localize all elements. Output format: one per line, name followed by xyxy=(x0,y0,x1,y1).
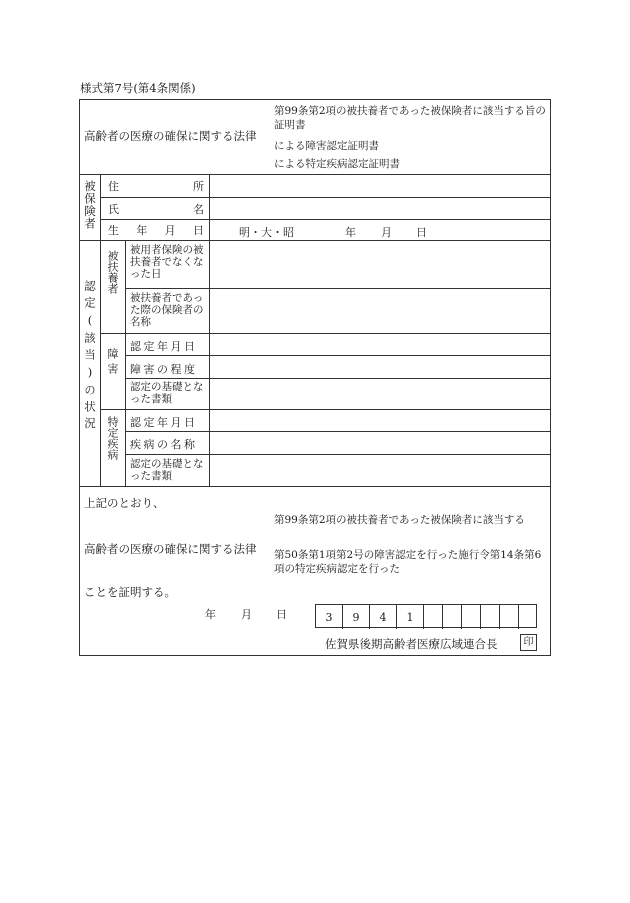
dependent-insurer-label: 被扶養者であった際の保険者の名称 xyxy=(130,292,204,328)
number-digit xyxy=(481,605,500,629)
issue-day-unit: 日 xyxy=(276,608,287,621)
disease-label: 特定疾病 xyxy=(106,416,119,460)
disease-name-label: 疾病の名称 xyxy=(130,438,198,451)
number-digit xyxy=(443,605,462,629)
issue-year-unit: 年 xyxy=(205,608,216,621)
number-digit: 1 xyxy=(397,605,424,629)
number-digit: 9 xyxy=(343,605,370,629)
number-digit: 3 xyxy=(316,605,343,629)
birthdate-label: 生 年 月 日 xyxy=(108,224,204,237)
number-digit: 4 xyxy=(370,605,397,629)
header-law-name: 高齢者の医療の確保に関する法律 xyxy=(84,129,257,143)
name-label: 氏 名 xyxy=(108,203,204,216)
certification-option-2: 第50条第1項第2号の障害認定を行った施行令第14条第6項の特定疾病認定を行った xyxy=(274,549,542,575)
disability-basis-label: 認定の基礎となった書類 xyxy=(130,381,204,405)
disability-degree-label: 障害の程度 xyxy=(130,363,198,376)
dependent-end-date-label: 被用者保険の被扶養者でなくなった日 xyxy=(130,244,204,280)
form-number: 様式第7号(第4条関係) xyxy=(80,81,196,95)
certification-option-1: 第99条第2項の被扶養者であった被保険者に該当する xyxy=(274,514,525,526)
status-section-label: 認定(該当)の状況 xyxy=(83,280,97,434)
number-digit xyxy=(424,605,443,629)
number-digit xyxy=(462,605,481,629)
dependent-label: 被扶養者 xyxy=(106,250,119,294)
seal-mark: 印 xyxy=(520,634,537,651)
disability-label: 障害 xyxy=(106,348,119,378)
certificate-number-boxes xyxy=(315,604,537,628)
number-digit xyxy=(519,605,536,629)
disability-date-label: 認定年月日 xyxy=(130,340,198,353)
birth-era: 明・大・昭 xyxy=(239,226,294,239)
header-option-3: による特定疾病認定証明書 xyxy=(274,158,400,170)
header-option-2: による障害認定証明書 xyxy=(274,140,379,152)
issue-month-unit: 月 xyxy=(241,608,252,621)
address-label: 住 所 xyxy=(108,180,204,193)
disease-basis-label: 認定の基礎となった書類 xyxy=(130,458,204,482)
disease-date-label: 認定年月日 xyxy=(130,416,198,429)
number-digit xyxy=(500,605,519,629)
insured-section-label: 被保険者 xyxy=(83,180,97,230)
birth-day-unit: 日 xyxy=(416,226,427,239)
certification-closing: ことを証明する。 xyxy=(84,585,176,599)
birth-month-unit: 月 xyxy=(381,226,392,239)
birth-year-unit: 年 xyxy=(345,226,356,239)
certification-law-name: 高齢者の医療の確保に関する法律 xyxy=(84,542,257,556)
header-option-1: 第99条第2項の被扶養者であった被保険者に該当する旨の証明書 xyxy=(274,105,546,131)
issuer-name: 佐賀県後期高齢者医療広域連合長 xyxy=(325,637,498,651)
certification-intro: 上記のとおり、 xyxy=(84,496,165,510)
